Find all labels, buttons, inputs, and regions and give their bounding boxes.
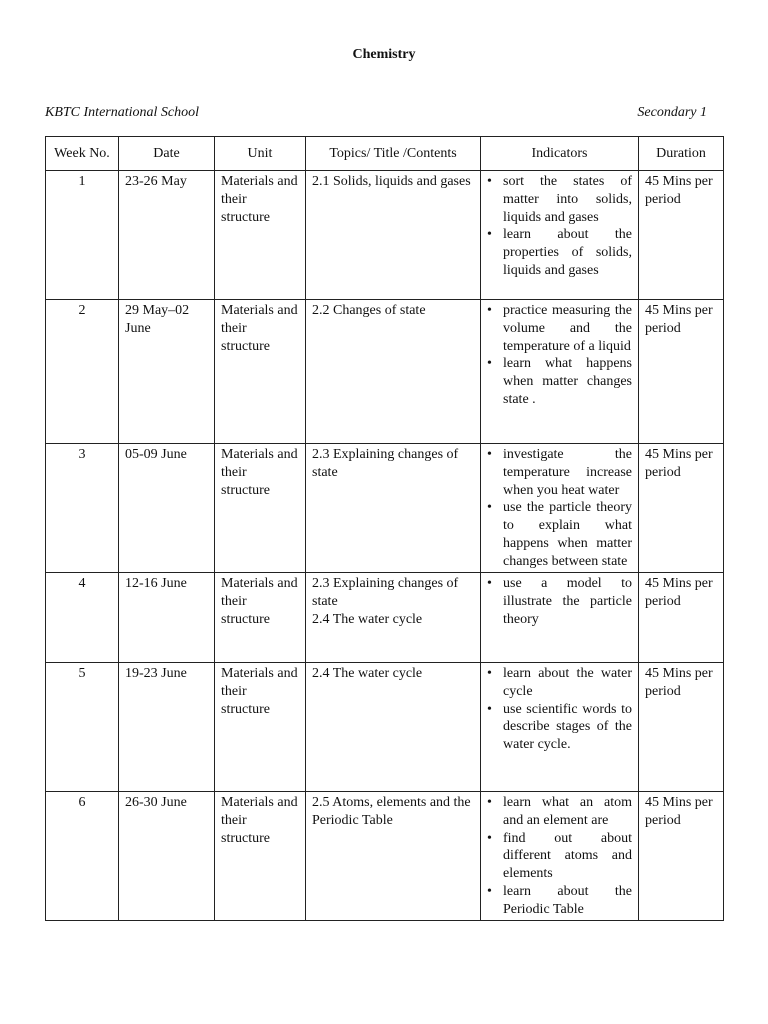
cell-duration: 45 Mins per period [639, 792, 724, 921]
class-level: Secondary 1 [637, 105, 707, 120]
cell-date: 26-30 June [119, 792, 215, 921]
topic-line: 2.1 Solids, liquids and gases [312, 174, 471, 189]
cell-topics [306, 171, 481, 300]
table-row [46, 663, 724, 792]
topic-line: 2.3 Explaining changes of state [312, 447, 459, 480]
cell-duration: 45 Mins per period [639, 663, 724, 792]
cell-date: 29 May–02 June [119, 300, 215, 444]
cell-indicators [481, 171, 639, 300]
cell-indicators [481, 573, 639, 663]
indicator-item: • find out about different atoms and elements [487, 830, 632, 883]
indicator-list [487, 173, 632, 280]
indicator-item: • use scientific words to describe stages of the water cycle. [487, 701, 632, 754]
indicator-list [487, 575, 632, 628]
cell-date: 05-09 June [119, 444, 215, 573]
cell-topics [306, 792, 481, 921]
topic-line: 2.5 Atoms, elements and the Periodic Table [312, 795, 471, 828]
cell-unit: Materials and their structure [215, 792, 306, 921]
indicator-list [487, 794, 632, 919]
table-row [46, 573, 724, 663]
table-row [46, 171, 724, 300]
indicator-list [487, 665, 632, 754]
cell-unit: Materials and their structure [215, 573, 306, 663]
scheme-of-work-table [45, 136, 724, 921]
table-header-row [46, 137, 724, 171]
table-row [46, 792, 724, 921]
indicator-list [487, 446, 632, 571]
school-name: KBTC International School [45, 105, 199, 120]
table-row [46, 444, 724, 573]
cell-week: 1 [46, 171, 119, 300]
indicator-item: • sort the states of matter into solids, liquids and gases [487, 173, 632, 226]
cell-indicators [481, 663, 639, 792]
topic-line: 2.3 Explaining changes of state [312, 576, 459, 609]
cell-duration: 45 Mins per period [639, 171, 724, 300]
table-row [46, 300, 724, 444]
indicator-list [487, 302, 632, 409]
indicator-item: • learn what happens when matter changes state . [487, 355, 632, 408]
cell-unit: Materials and their structure [215, 663, 306, 792]
cell-indicators [481, 444, 639, 573]
cell-topics [306, 663, 481, 792]
cell-week: 6 [46, 792, 119, 921]
indicator-item: • investigate the temperature increase when you heat water [487, 446, 632, 499]
indicator-item: • learn what an atom and an element are [487, 794, 632, 830]
topic-line: 2.4 The water cycle [312, 666, 423, 681]
cell-unit: Materials and their structure [215, 300, 306, 444]
indicator-item: • use the particle theory to explain what happens when matter changes between state [487, 499, 632, 570]
indicator-item: • learn about the Periodic Table [487, 883, 632, 919]
topic-line: 2.2 Changes of state [312, 303, 426, 318]
cell-indicators [481, 792, 639, 921]
cell-date: 12-16 June [119, 573, 215, 663]
indicator-item: • use a model to illustrate the particle theory [487, 575, 632, 628]
cell-topics [306, 300, 481, 444]
cell-topics [306, 573, 481, 663]
topic-line: 2.4 The water cycle [312, 611, 423, 627]
cell-week: 2 [46, 300, 119, 444]
cell-date: 23-26 May [119, 171, 215, 300]
header-topics: Topics/ Title /Contents [306, 137, 481, 171]
header-duration: Duration [639, 137, 724, 171]
cell-duration: 45 Mins per period [639, 444, 724, 573]
cell-duration: 45 Mins per period [639, 300, 724, 444]
cell-topics [306, 444, 481, 573]
header-week: Week No. [46, 137, 119, 171]
indicator-item: • learn about the water cycle [487, 665, 632, 701]
header-indicators: Indicators [481, 137, 639, 171]
document-title: Chemistry [352, 47, 416, 62]
indicator-item: • learn about the properties of solids, liquids and gases [487, 226, 632, 279]
cell-unit: Materials and their structure [215, 171, 306, 300]
header-date: Date [119, 137, 215, 171]
cell-duration: 45 Mins per period [639, 573, 724, 663]
cell-indicators [481, 300, 639, 444]
cell-date: 19-23 June [119, 663, 215, 792]
cell-unit: Materials and their structure [215, 444, 306, 573]
header-unit: Unit [215, 137, 306, 171]
cell-week: 3 [46, 444, 119, 573]
cell-week: 4 [46, 573, 119, 663]
indicator-item: • practice measuring the volume and the temperature of a liquid [487, 302, 632, 355]
cell-week: 5 [46, 663, 119, 792]
